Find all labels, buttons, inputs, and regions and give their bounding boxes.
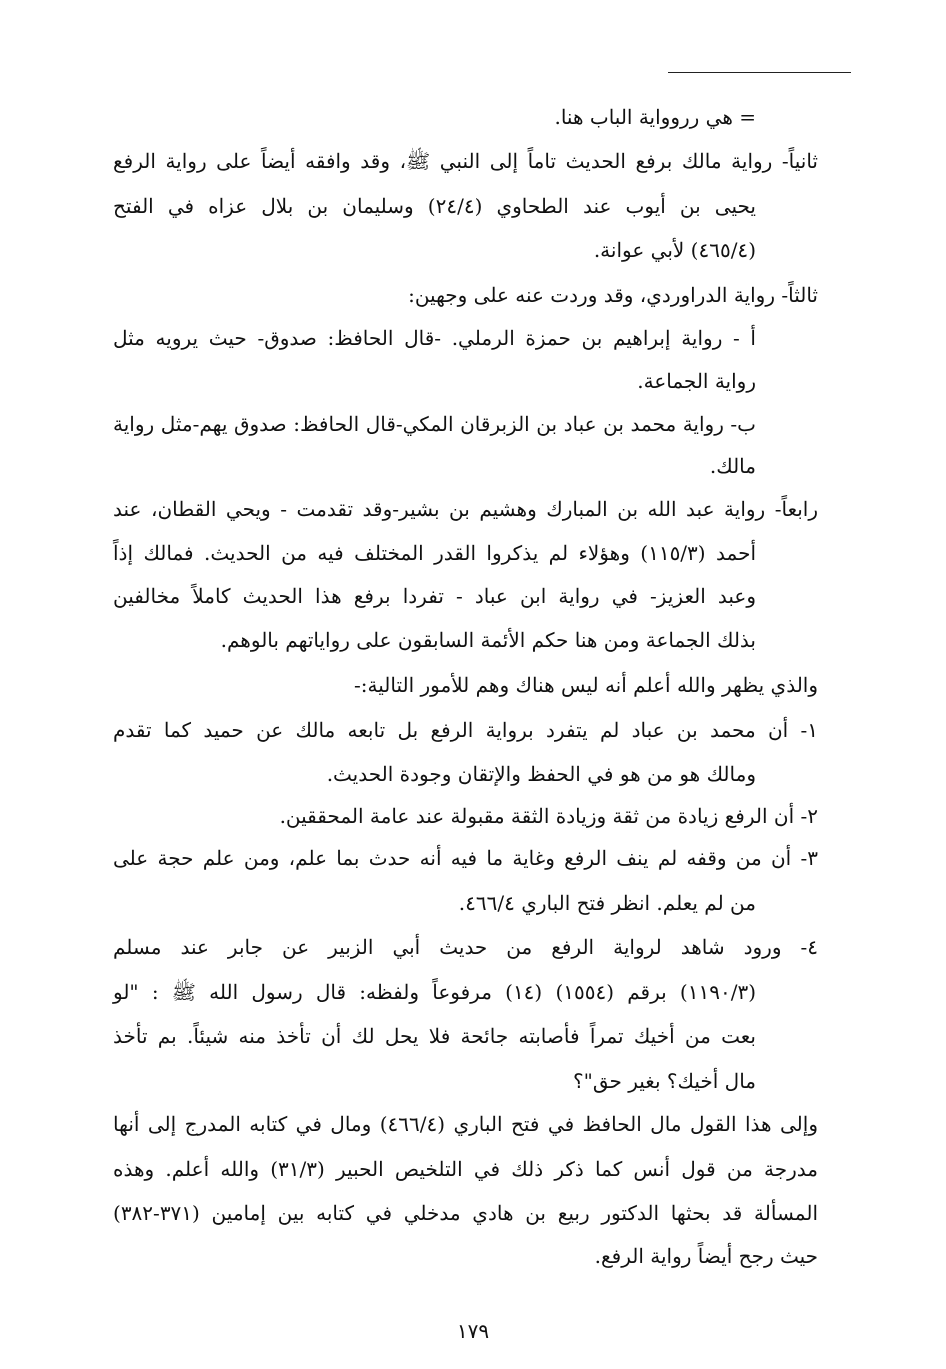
text-line: = هي رروواية الباب هنا. bbox=[554, 105, 756, 129]
text-line: ٤- ورود شاهد لرواية الرفع من حديث أبي الزبير عن جابر عند مسلم bbox=[113, 935, 818, 959]
text-line: وعبد العزيز- في رواية ابن عباد - تفردا برفع هذا الحديث كاملاً مخالفين bbox=[113, 584, 756, 608]
text-line: وإلى هذا القول مال الحافظ في فتح الباري (٤٦٦/٤) ومال في كتابه المدرج إلى أنها bbox=[113, 1112, 818, 1136]
text-line: أ - رواية إبراهيم بن حمزة الرملي. -قال الحافظ: صدوق- حيث يرويه مثل bbox=[113, 326, 756, 350]
text-line: بذلك الجماعة ومن هنا حكم الأئمة السابقون على رواياتهم بالوهم. bbox=[220, 628, 756, 652]
text-line: يحيى بن أيوب عند الطحاوي (٢٤/٤) وسليمان بن بلال عزاه في الفتح bbox=[113, 194, 756, 218]
text-line: رابعاً- رواية عبد الله بن المبارك وهشيم بن بشير-وقد تقدمت - ويحي القطان، عند bbox=[113, 497, 818, 521]
text-line: ب- رواية محمد بن عباد بن الزبرقان المكي-قال الحافظ: صدوق يهم-مثل رواية bbox=[113, 412, 756, 436]
text-line: مالك. bbox=[709, 454, 756, 478]
text-line: المسألة قد بحثها الدكتور ربيع بن هادي مدخلي في كتابه بين إمامين (٣٧١-٣٨٢) bbox=[113, 1201, 818, 1225]
text-line: ١- أن محمد بن عباد لم يتفرد برواية الرفع بل تابعه مالك عن حميد كما تقدم bbox=[113, 718, 818, 742]
text-line: مال أخيك؟ بغير حق"؟ bbox=[573, 1069, 756, 1093]
text-line: ومالك هو من هو في الحفظ والإتقان وجودة الحديث. bbox=[326, 762, 756, 786]
text-line: ثانياً- رواية مالك برفع الحديث تاماً إلى النبي ﷺ، وقد وافقه أيضاً على رواية الرفع bbox=[113, 149, 818, 173]
text-line: رواية الجماعة. bbox=[637, 369, 756, 393]
text-line: ٣- أن من وقفه لم ينف الرفع وغاية ما فيه أنه حدث بما علم، ومن علم حجة على bbox=[113, 846, 818, 870]
text-line: حيث رجح أيضاً رواية الرفع. bbox=[594, 1244, 818, 1268]
top-rule bbox=[668, 72, 851, 73]
text-line: من لم يعلم. انظر فتح الباري ٤٦٦/٤. bbox=[458, 891, 756, 915]
text-line: مدرجة من قول أنس كما ذكر ذلك في التلخيص الحبير (٣١/٣) والله أعلم. وهذه bbox=[113, 1157, 818, 1181]
text-line: ثالثاً- رواية الدراوردي، وقد وردت عنه على وجهين: bbox=[408, 283, 818, 307]
text-line: (١١٩٠/٣) برقم (١٥٥٤) (١٤) مرفوعاً ولفظه: قال رسول الله ﷺ : "لو bbox=[113, 980, 756, 1004]
page-number: ١٧٩ bbox=[456, 1319, 490, 1343]
text-line: (٤٦٥/٤) لأبي عوانة. bbox=[593, 238, 756, 262]
text-line: بعت من أخيك تمراً فأصابته جائحة فلا يحل لك أن تأخذ منه شيئاً. بم تأخذ bbox=[113, 1024, 756, 1048]
text-line: والذي يظهر والله أعلم أنه ليس هناك وهم للأمور التالية:- bbox=[354, 673, 818, 697]
text-line: ٢- أن الرفع زيادة من ثقة وزيادة الثقة مقبولة عند عامة المحققين. bbox=[279, 804, 818, 828]
text-line: أحمد (١١٥/٣) وهؤلاء لم يذكروا القدر المختلف فيه من الحديث. فمالك إذاً bbox=[113, 541, 757, 565]
